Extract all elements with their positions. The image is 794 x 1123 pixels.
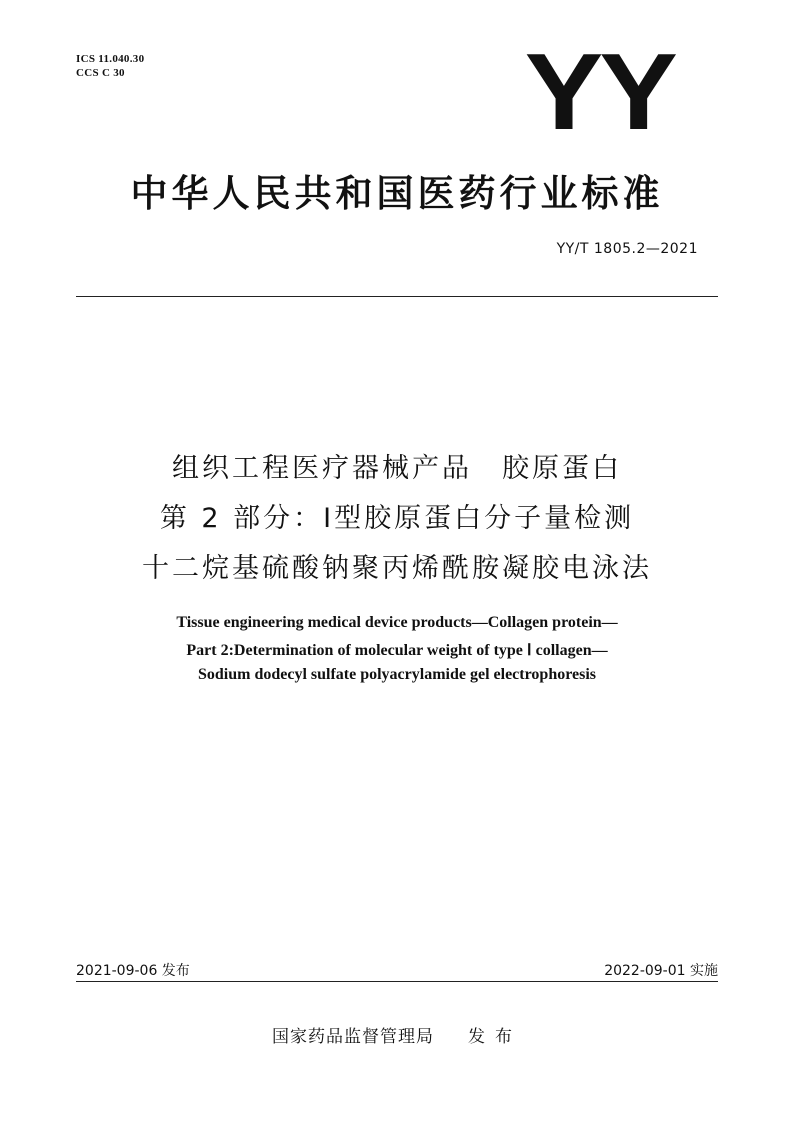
- chinese-title-line-2: 第 2 部分：Ⅰ型胶原蛋白分子量检测: [159, 503, 635, 534]
- ccs-code: CCS C 30: [76, 67, 125, 79]
- bottom-divider: [76, 981, 718, 982]
- classification-codes: [76, 52, 144, 80]
- chinese-title-line-1: 组织工程医疗器械产品 胶原蛋白: [172, 453, 622, 484]
- chinese-title-line-3: 十二烷基硫酸钠聚丙烯酰胺凝胶电泳法: [142, 553, 652, 584]
- publisher-action: 发布: [468, 1027, 522, 1047]
- publisher-line: [0, 1022, 794, 1047]
- implementation-date: 2022-09-01 实施: [604, 963, 718, 979]
- yy-standard-logo: YY: [524, 31, 674, 154]
- english-title-line-2: Part 2:Determination of molecular weight of type Ⅰ collagen—: [186, 642, 608, 659]
- english-title-line-3: Sodium dodecyl sulfate polyacrylamide gel electrophoresis: [197, 666, 597, 683]
- standard-category-title: 中华人民共和国医药行业标准: [130, 172, 664, 215]
- ics-code: ICS 11.040.30: [76, 53, 145, 65]
- english-title-line-1: Tissue engineering medical device products—Collagen protein—: [176, 614, 618, 631]
- release-date: 2021-09-06 发布: [76, 963, 190, 979]
- top-divider: [76, 296, 718, 297]
- publisher-organization: 国家药品监督管理局: [272, 1027, 434, 1047]
- standard-number: YY/T 1805.2—2021: [556, 241, 698, 257]
